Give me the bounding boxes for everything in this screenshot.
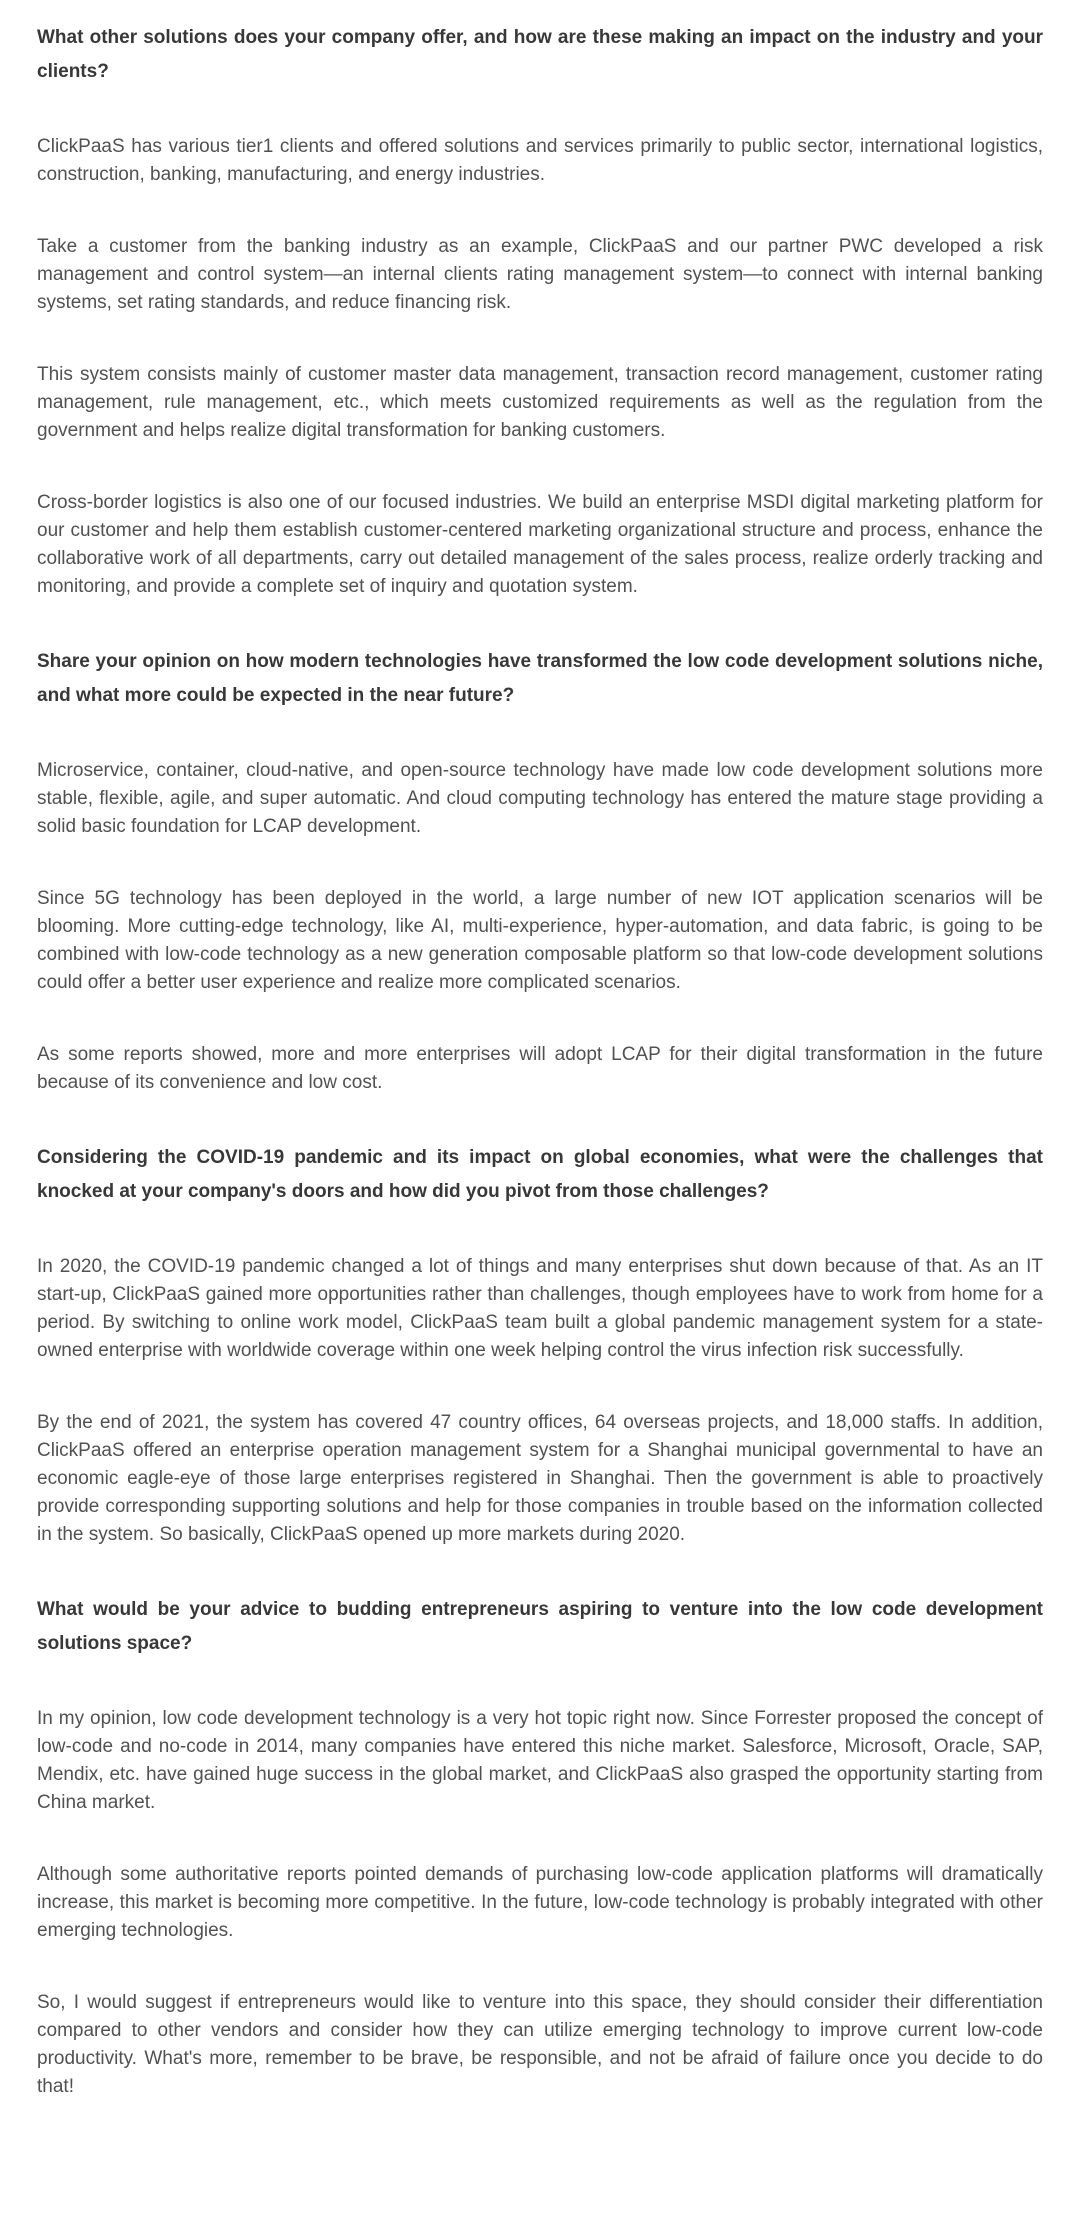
interview-answer: Microservice, container, cloud-native, and open-source technology have made low code development solutions more stable, flexible, agile, and super automatic. And cloud computing technology has entered the mature stage providing a solid basic foundation for LCAP development. (37, 760, 1043, 837)
interview-question: Considering the COVID-19 pandemic and its impact on global economies, what were the challenges that knocked at your company's doors and how did you pivot from those challenges? (37, 1147, 1043, 1202)
interview-answer: In 2020, the COVID-19 pandemic changed a lot of things and many enterprises shut down because of that. As an IT start-up, ClickPaaS gained more opportunities rather than challenges, though employees have to work from home for a period. By switching to online work model, ClickPaaS team built a global pandemic management system for a state-owned enterprise with worldwide coverage within one week helping control the virus infection risk successfully. (37, 1256, 1043, 1361)
interview-answer: ClickPaaS has various tier1 clients and offered solutions and services primarily to public sector, international logistics, construction, banking, manufacturing, and energy industries. (37, 136, 1043, 185)
interview-answer: In my opinion, low code development technology is a very hot topic right now. Since Forrester proposed the concept of low-code and no-code in 2014, many companies have entered this niche market. Salesforce, Microsoft, Oracle, SAP, Mendix, etc. have gained huge success in the global market, and ClickPaaS also grasped the opportunity starting from China market. (37, 1708, 1043, 1813)
interview-answer: By the end of 2021, the system has covered 47 country offices, 64 overseas projects, and 18,000 staffs. In addition, ClickPaaS offered an enterprise operation management system for a Shanghai municipal governmental to have an economic eagle-eye of those large enterprises registered in Shanghai. Then the government is able to proactively provide corresponding supporting solutions and help for those companies in trouble based on the information collected in the system. So basically, ClickPaaS opened up more markets during 2020. (37, 1412, 1043, 1545)
interview-answer: As some reports showed, more and more enterprises will adopt LCAP for their digital transformation in the future because of its convenience and low cost. (37, 1044, 1043, 1093)
interview-question: What would be your advice to budding entrepreneurs aspiring to venture into the low code development solutions space? (37, 1599, 1043, 1654)
interview-question: What other solutions does your company offer, and how are these making an impact on the industry and your clients? (37, 27, 1043, 82)
interview-answer: So, I would suggest if entrepreneurs would like to venture into this space, they should consider their differentiation compared to other vendors and consider how they can utilize emerging technology to improve current low-code productivity. What's more, remember to be brave, be responsible, and not be afraid of failure once you decide to do that! (37, 1992, 1043, 2097)
interview-answer: This system consists mainly of customer master data management, transaction record management, customer rating management, rule management, etc., which meets customized requirements as well as the regulation from the government and helps realize digital transformation for banking customers. (37, 364, 1043, 441)
interview-answer: Cross-border logistics is also one of our focused industries. We build an enterprise MSDI digital marketing platform for our customer and help them establish customer-centered marketing organizational structure and process, enhance the collaborative work of all departments, carry out detailed management of the sales process, realize orderly tracking and monitoring, and provide a complete set of inquiry and quotation system. (37, 492, 1043, 597)
interview-question: Share your opinion on how modern technologies have transformed the low code development solutions niche, and what more could be expected in the near future? (37, 651, 1043, 706)
interview-answer: Although some authoritative reports pointed demands of purchasing low-code application platforms will dramatically increase, this market is becoming more competitive. In the future, low-code technology is probably integrated with other emerging technologies. (37, 1864, 1043, 1941)
article-body (37, 21, 1043, 2101)
interview-answer: Take a customer from the banking industry as an example, ClickPaaS and our partner PWC developed a risk management and control system—an internal clients rating management system—to connect with internal banking systems, set rating standards, and reduce financing risk. (37, 236, 1043, 313)
interview-answer: Since 5G technology has been deployed in the world, a large number of new IOT application scenarios will be blooming. More cutting-edge technology, like AI, multi-experience, hyper-automation, and data fabric, is going to be combined with low-code technology as a new generation composable platform so that low-code development solutions could offer a better user experience and realize more complicated scenarios. (37, 888, 1043, 993)
